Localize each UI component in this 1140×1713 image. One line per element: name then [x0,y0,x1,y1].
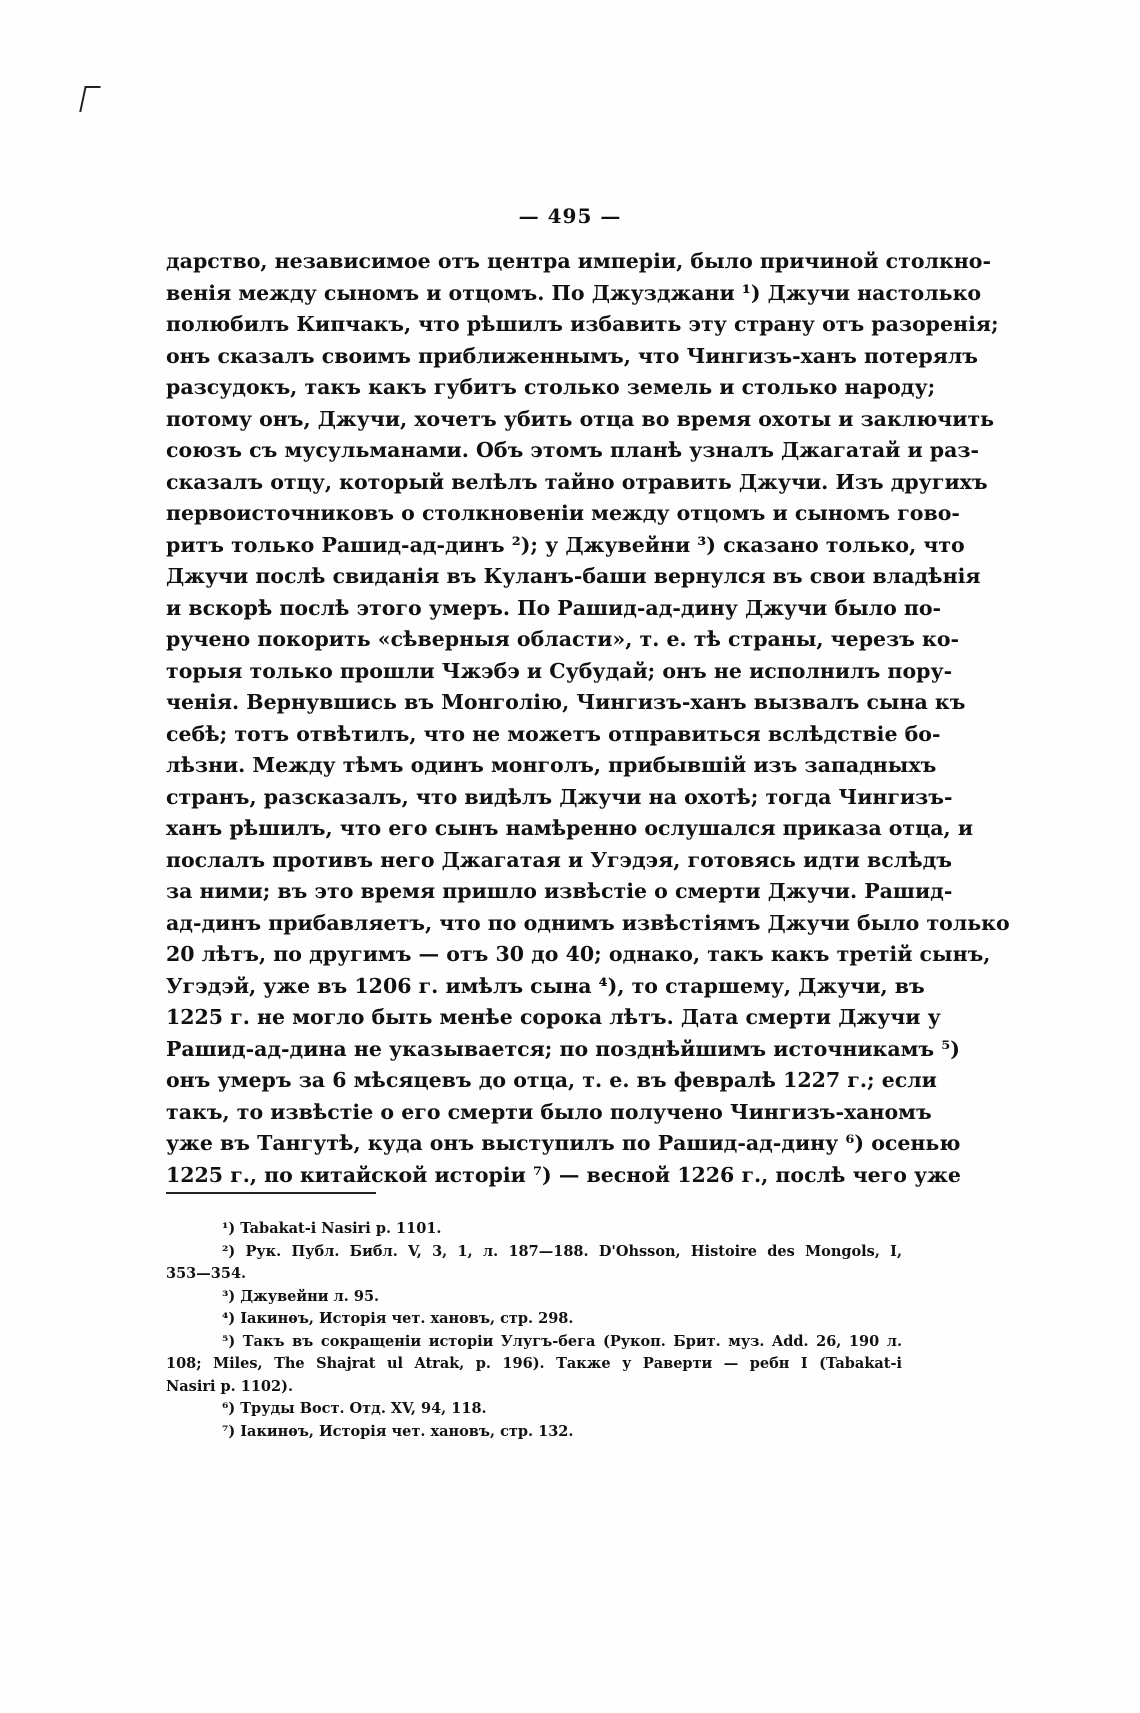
footnote-line: 353—354. [166,1265,247,1282]
text-line: союзъ съ мусульманами. Объ этомъ планѣ узналъ Джагатай и раз- [166,438,979,462]
text-line: потому онъ, Джучи, хочетъ убить отца во время охоты и заключить [166,406,995,431]
text-line: уже въ Тангутѣ, куда онъ выступилъ по Рашид-ад-дину ⁶) осенью [166,1131,961,1155]
page-number: — 495 — [518,204,622,228]
text-line: 1225 г., по китайской исторіи ⁷) — весной 1226 г., послѣ чего уже [166,1162,961,1187]
text-line: 1225 г. не могло быть менѣе сорока лѣтъ. Дата смерти Джучи у [166,1005,941,1029]
text-line: полюбилъ Кипчакъ, что рѣшилъ избавить эту страну отъ разоренія; [166,312,999,336]
text-line: разсудокъ, такъ какъ губитъ столько земель и столько народу; [166,375,936,399]
text-line: сказалъ отцу, который велѣлъ тайно отравить Джучи. Изъ другихъ [166,469,988,494]
text-line: за ними; въ это время пришло извѣстіе о смерти Джучи. Рашид- [166,879,953,903]
footnote-line: ⁵) Такъ въ сокращеніи исторіи Улугъ-бега (Рукоп. Брит. муз. Add. 26, 190 л. [222,1332,902,1350]
footnote-line: ²) Рук. Публ. Библ. V, 3, 1, л. 187—188. D'Ohsson, Histoire des Mongols, I, [222,1242,902,1260]
text-line: Угэдэй, уже въ 1206 г. имѣлъ сына ⁴), то старшему, Джучи, въ [166,973,925,998]
footnote-line: ³) Джувейни л. 95. [222,1287,380,1305]
text-line: онъ сказалъ своимъ приближеннымъ, что Чингизъ-ханъ потерялъ [166,343,979,368]
text-line: послалъ противъ него Джагатая и Угэдэя, готовясь идти вслѣдъ [166,847,952,872]
text-line: ритъ только Рашид-ад-динъ ²); у Джувейни ³) сказано только, что [166,532,965,557]
text-line: 20 лѣтъ, по другимъ — отъ 30 до 40; однако, такъ какъ третій сынъ, [166,942,991,966]
text-line: себѣ; тотъ отвѣтилъ, что не можетъ отправиться вслѣдствіе бо- [166,721,941,746]
corner-crop-mark [79,86,101,112]
text-line: торыя только прошли Чжэбэ и Субудай; онъ не исполнилъ пору- [166,658,953,683]
footnote-line: ⁷) Iакинѳъ, Исторія чет. хановъ, стр. 132. [222,1422,574,1440]
footnote-line: 108; Miles, The Shajrat ul Atrak, p. 196). Также у Раверти — ребн I (Tabakat-i [166,1355,902,1372]
text-line: ченія. Вернувшись въ Монголію, Чингизъ-ханъ вызвалъ сына къ [166,690,966,714]
text-line: дарство, независимое отъ центра имперіи, было причиной столкно- [166,249,991,273]
text-line: ручено покорить «сѣверныя области», т. е. тѣ страны, черезъ ко- [166,627,960,651]
footnote-line: ¹) Tabakat-i Nasiri p. 1101. [222,1220,442,1237]
footnote-line: ⁶) Труды Вост. Отд. XV, 94, 118. [222,1400,487,1417]
main-text [166,246,1010,1191]
text-line: онъ умеръ за 6 мѣсяцевъ до отца, т. е. въ февралѣ 1227 г.; если [166,1068,937,1092]
text-line: и вскорѣ послѣ этого умеръ. По Рашид-ад-дину Джучи было по- [166,595,942,620]
footnote-line: ⁴) Iакинѳъ, Исторія чет. хановъ, стр. 298. [222,1310,574,1327]
footnotes [166,1218,902,1443]
text-line: Джучи послѣ свиданія въ Куланъ-баши вернулся въ свои владѣнія [166,564,981,588]
text-line: ханъ рѣшилъ, что его сынъ намѣренно ослушался приказа отца, и [166,816,974,840]
footnote-divider [166,1192,376,1194]
text-line: венія между сыномъ и отцомъ. По Джузджани ¹) Джучи настолько [166,280,982,305]
footnote-line: Nasiri p. 1102). [166,1377,294,1395]
text-line: Рашид-ад-дина не указывается; по позднѣйшимъ источникамъ ⁵) [166,1036,960,1061]
text-line: странъ, разсказалъ, что видѣлъ Джучи на охотѣ; тогда Чингизъ- [166,784,953,809]
text-line: такъ, то извѣстіе о его смерти было получено Чингизъ-ханомъ [166,1099,932,1124]
text-line: лѣзни. Между тѣмъ одинъ монголъ, прибывшій изъ западныхъ [166,753,937,777]
text-line: первоисточниковъ о столкновеніи между отцомъ и сыномъ гово- [166,501,960,525]
text-line: ад-динъ прибавляетъ, что по однимъ извѣстіямъ Джучи было только [166,910,1010,935]
